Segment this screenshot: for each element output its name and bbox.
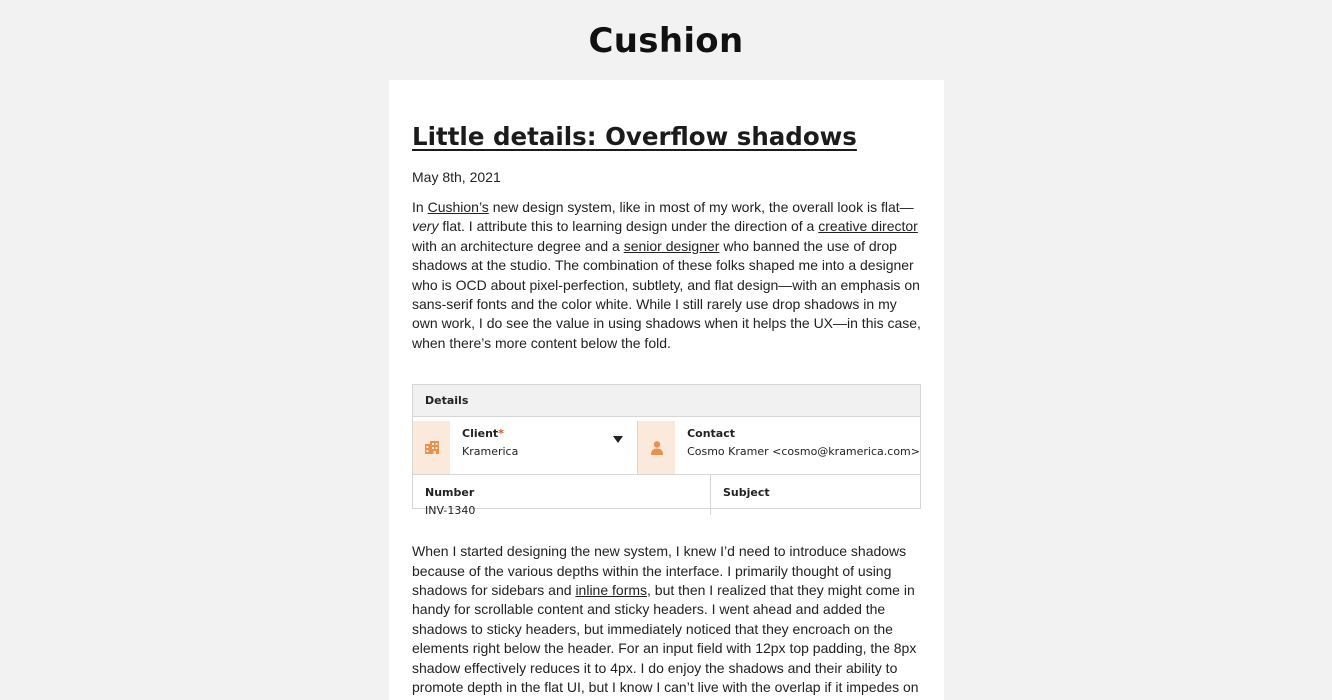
contact-field-body — [675, 421, 920, 474]
cushion-link[interactable]: Cushion’s — [427, 199, 489, 215]
subject-field[interactable] — [711, 475, 920, 515]
creative-director-link[interactable]: creative director — [818, 218, 918, 235]
contact-value: Cosmo Kramer <cosmo@kramerica.com> — [687, 445, 920, 459]
post-date: May 8th, 2021 — [412, 169, 501, 185]
number-label: Number — [425, 486, 475, 500]
building-icon-svg — [425, 441, 439, 454]
article — [389, 80, 944, 700]
person-icon — [638, 421, 675, 474]
senior-designer-link[interactable]: senior designer — [623, 237, 720, 254]
text: When I started designing the new system, I knew I’d need to introduce shadows because of the various depths within the interface. I primarily thought of using shadows for sidebars and — [412, 543, 907, 599]
details-header: Details — [413, 385, 920, 417]
details-form-demo — [412, 384, 921, 518]
person-icon-svg — [651, 441, 663, 455]
contact-field[interactable] — [638, 421, 920, 474]
details-row — [413, 475, 920, 518]
subject-label: Subject — [723, 486, 770, 500]
text: with an architecture degree and a — [412, 237, 624, 254]
number-value: INV-1340 — [425, 504, 476, 518]
client-label-text: Client — [462, 427, 499, 441]
client-value: Kramerica — [462, 445, 519, 459]
emphasis-text: very — [412, 218, 439, 235]
text: In — [412, 199, 428, 215]
paragraph-intro — [412, 198, 921, 353]
client-field-body — [450, 421, 518, 474]
required-mark: * — [498, 427, 504, 441]
details-row — [413, 421, 920, 475]
client-field[interactable] — [413, 421, 638, 474]
contact-label: Contact — [687, 427, 735, 441]
number-field[interactable] — [413, 475, 711, 518]
building-icon — [413, 421, 450, 474]
caret-down-icon[interactable] — [613, 436, 623, 443]
text: new design system, like in most of my work, the overall look is flat— — [488, 199, 914, 215]
site-title[interactable]: Cushion — [588, 21, 744, 61]
post-title[interactable]: Little details: Overflow shadows — [412, 122, 857, 151]
inline-forms-link[interactable]: inline forms — [575, 582, 648, 599]
paragraph-shadows — [412, 542, 921, 697]
client-label — [462, 426, 518, 442]
text: who banned the use of drop shadows at the studio. The combination of these folks shaped me into a designer who is OCD about pixel-perfection, subtlety, and flat design—with an emphasis on sans-serif fonts and the color white. While I still rarely use drop shadows in my own work, I do see the value in using shadows when it helps the UX—in this case, when there’s more content below the fold. — [412, 237, 921, 351]
site-header — [0, 0, 1332, 80]
text: , but then I realized that they might come in handy for scrollable content and sticky headers. I went ahead and added the shadows to sticky headers, but immediately noticed that they encroach on the elements right below the header. For an input field with 12px top padding, the 8px shadow effectively reduces it to 4px. I do enjoy the shadows and their ability to promote depth in the flat UI, but I know I can’t live with the overlap if it impedes on — [412, 582, 919, 696]
text: flat. I attribute this to learning design under the direction of a — [438, 218, 819, 235]
